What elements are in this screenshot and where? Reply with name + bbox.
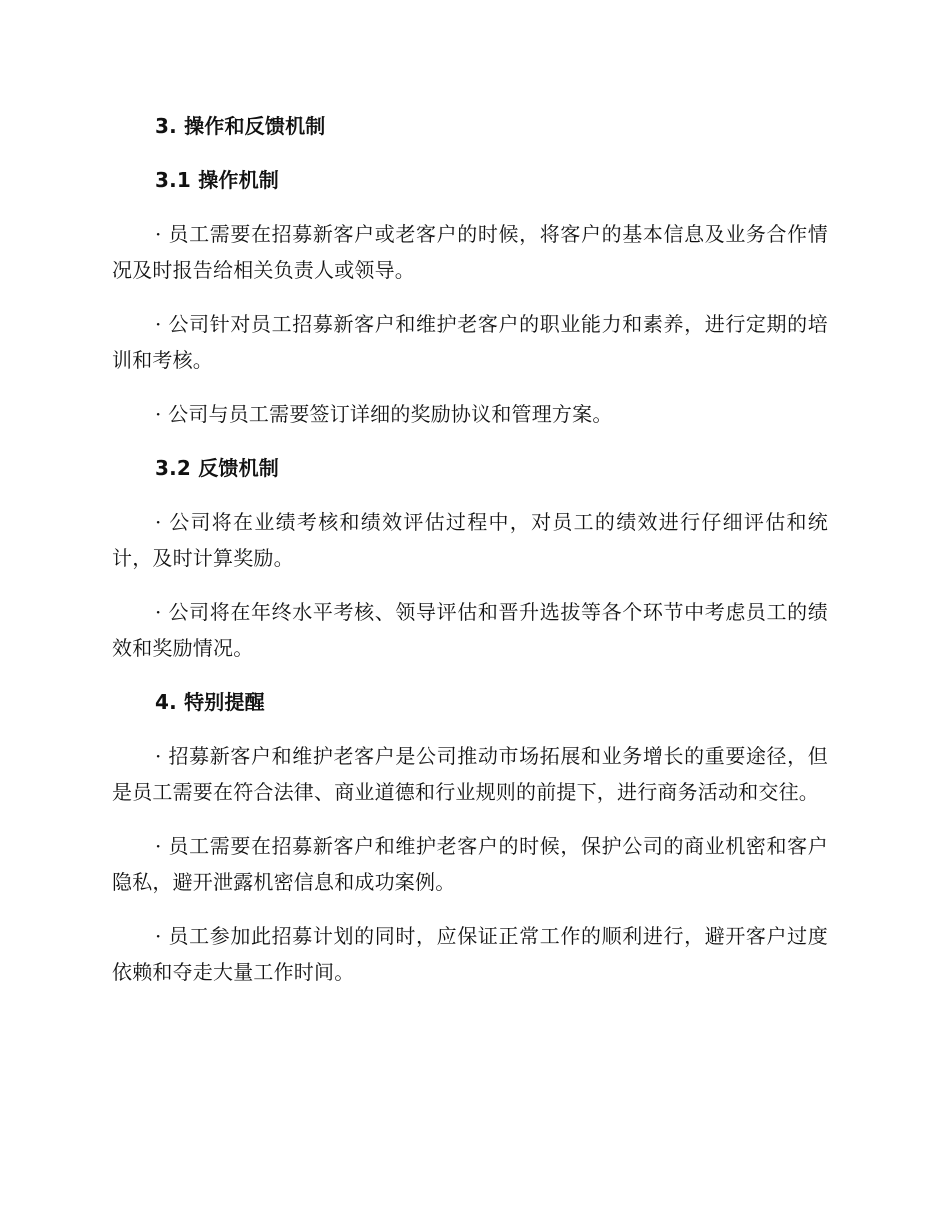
paragraph: · 员工参加此招募计划的同时，应保证正常工作的顺利进行，避开客户过度依赖和夺走大量工作时间。	[112, 924, 828, 984]
section-heading-3-1: 3.1 操作机制	[155, 168, 279, 192]
document-body	[112, 108, 828, 990]
paragraph: · 员工需要在招募新客户或老客户的时候，将客户的基本信息及业务合作情况及时报告给相关负责人或领导。	[112, 222, 828, 282]
section-heading-3: 3. 操作和反馈机制	[155, 114, 326, 138]
paragraph: · 员工需要在招募新客户和维护老客户的时候，保护公司的商业机密和客户隐私，避开泄露机密信息和成功案例。	[112, 834, 828, 894]
paragraph: · 公司与员工需要签订详细的奖励协议和管理方案。	[155, 402, 613, 426]
section-heading-4: 4. 特别提醒	[155, 690, 265, 714]
paragraph: · 公司将在业绩考核和绩效评估过程中，对员工的绩效进行仔细评估和统计，及时计算奖励。	[112, 510, 828, 570]
paragraph: · 公司针对员工招募新客户和维护老客户的职业能力和素养，进行定期的培训和考核。	[112, 312, 828, 372]
paragraph: · 公司将在年终水平考核、领导评估和晋升选拔等各个环节中考虑员工的绩效和奖励情况。	[112, 600, 828, 660]
paragraph: · 招募新客户和维护老客户是公司推动市场拓展和业务增长的重要途径，但是员工需要在符合法律、商业道德和行业规则的前提下，进行商务活动和交往。	[112, 744, 828, 804]
section-heading-3-2: 3.2 反馈机制	[155, 456, 279, 480]
